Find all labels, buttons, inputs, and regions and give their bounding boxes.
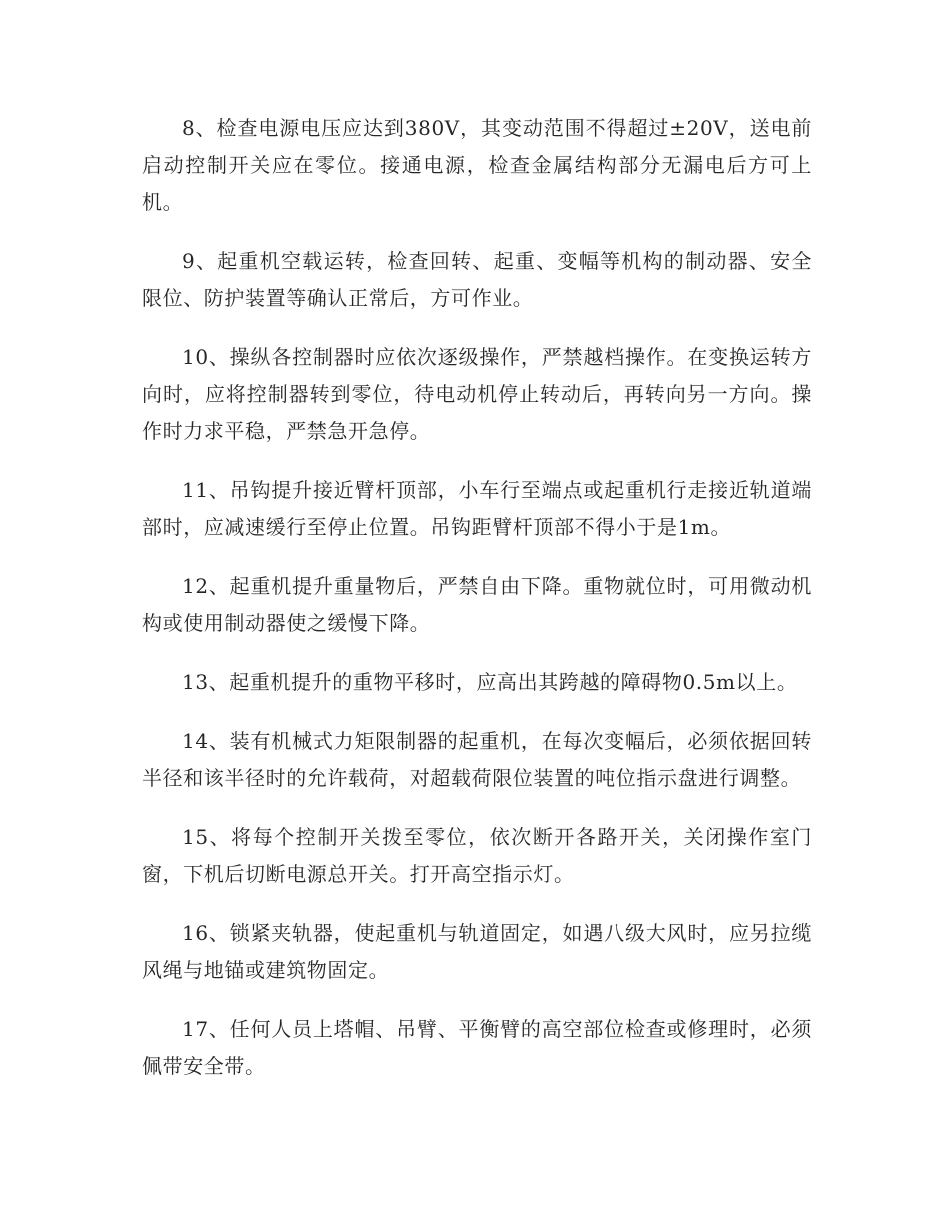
paragraph-item-11: 11、吊钩提升接近臂杆顶部，小车行至端点或起重机行走接近轨道端部时，应减速缓行至停止位置。吊钩距臂杆顶部不得小于是1m。 [142, 478, 812, 539]
paragraph-item-12: 12、起重机提升重量物后，严禁自由下降。重物就位时，可用微动机构或使用制动器使之缓慢下降。 [142, 574, 812, 635]
document-body [142, 110, 812, 1107]
paragraph-item-15: 15、将每个控制开关拨至零位，依次断开各路开关，关闭操作室门窗，下机后切断电源总开关。打开高空指示灯。 [142, 825, 812, 886]
paragraph-item-9: 9、起重机空载运转，检查回转、起重、变幅等机构的制动器、安全限位、防护装置等确认正常后，方可作业。 [142, 249, 812, 310]
paragraph-item-10: 10、操纵各控制器时应依次逐级操作，严禁越档操作。在变换运转方向时，应将控制器转到零位，待电动机停止转动后，再转向另一方向。操作时力求平稳，严禁急开急停。 [142, 345, 812, 443]
paragraph-item-14: 14、装有机械式力矩限制器的起重机，在每次变幅后，必须依据回转半径和该半径时的允许载荷，对超载荷限位装置的吨位指示盘进行调整。 [142, 729, 812, 790]
paragraph-item-13: 13、起重机提升的重物平移时，应高出其跨越的障碍物0.5m以上。 [182, 670, 798, 694]
paragraph-item-8: 8、检查电源电压应达到380V，其变动范围不得超过±20V，送电前启动控制开关应在零位。接通电源，检查金属结构部分无漏电后方可上机。 [142, 116, 812, 214]
paragraph-item-17: 17、任何人员上塔帽、吊臂、平衡臂的高空部位检查或修理时，必须佩带安全带。 [142, 1017, 812, 1078]
paragraph-item-16: 16、锁紧夹轨器，使起重机与轨道固定，如遇八级大风时，应另拉缆风绳与地锚或建筑物固定。 [142, 921, 812, 982]
